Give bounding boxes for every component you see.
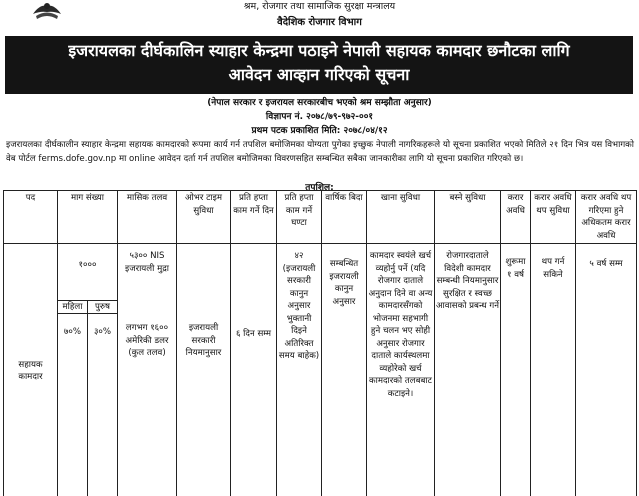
salary-nis: ५३०० NIS इजरायली मुद्रा <box>124 251 170 274</box>
cell-overtime: इजरायली सरकारी नियमानुसार <box>177 244 231 496</box>
cell-days: ६ दिन सम्म <box>231 244 277 496</box>
notice-title-banner <box>5 36 633 94</box>
male-percent: ३०% <box>93 327 112 337</box>
header-contract: करार अवधि <box>501 191 531 244</box>
job-details-table <box>3 190 637 496</box>
department-name: वैदेशिक रोजगार विभाग <box>277 17 362 28</box>
header-days: प्रति हप्ता काम गर्ने दिन <box>231 191 277 244</box>
gender-split-values <box>58 314 117 496</box>
gender-split-header <box>58 300 117 314</box>
notice-title-line-1: इजरायलका दीर्घकालिन स्याहार केन्द्रमा पठाइने नेपाली सहायक कामदार छनौटका लागि <box>68 41 570 60</box>
demand-count: १००० <box>78 260 97 270</box>
header-extension: करार अवधि थप सुविधा <box>531 191 576 244</box>
ministry-name: श्रम, रोजगार तथा सामाजिक सुरक्षा मन्त्रालय <box>243 1 396 12</box>
header-overtime: ओभर टाइम सुविधा <box>177 191 231 244</box>
female-percent: ७०% <box>58 314 88 496</box>
cell-max-contract: ५ वर्ष सम्म <box>576 244 637 496</box>
table-row <box>4 244 637 496</box>
header-hours: प्रति हप्ता काम गर्ने घण्टा <box>277 191 322 244</box>
detail-heading: तपशिल: <box>305 183 334 193</box>
notice-body-text: इजरायलका दीर्घकालीन स्याहार केन्द्रमा सहायक कामदारको रूपमा कार्य गर्न तपशिल बमोजिमका योग्यता पुगेका इच्छुक नेपाली नागरिकहरूले यो सूचना प्रकाशित भएको मितिले २१ दिन भित्र यस विभागको वेब पोर्टल ferms.dofe.gov.np मा online आवेदन दर्ता गर्न तपशिल बमोजिमका विवरणसहित सम्बन्धित सबैका जानकारीका लागि यो सूचना प्रकाशित गरिएको छ। <box>6 140 634 164</box>
male-label: पुरुष <box>95 302 110 312</box>
agreement-note: (नेपाल सरकार र इजरायल सरकारबीच भएको श्रम सम्झौता अनुसार) <box>207 98 432 108</box>
notice-number: विज्ञापन नं. २०७८/७९-९७२-००१ <box>265 112 374 122</box>
cell-hours: ४२ (इजरायली सरकारी कानुन अनुसार भुक्तानी दिइने अतिरिक्त समय बाहेक) <box>277 244 322 496</box>
header-post: पद <box>4 191 58 244</box>
notice-title-line-2: आवेदन आव्हान गरिएको सूचना <box>228 65 410 84</box>
header-leave: वार्षिक बिदा <box>322 191 367 244</box>
cell-food: कामदार स्वयंले खर्च व्यहोर्नु पर्ने (यदि रोजगार दाताले अनुदान दिने वा अन्य कामदारसँगको भोजनमा सहभागी हुने चलन भए सोही अनुसार रोजगार दाताले कार्यस्थलमा व्यहोरेको खर्च कामदारको तलबबाट कटाइने। <box>367 244 435 496</box>
header-food: खाना सुविधा <box>367 191 435 244</box>
header-demand: माग संख्या <box>58 191 118 244</box>
female-label: महिला <box>58 301 88 313</box>
header-max-contract: करार अवधि थप गरिएमा हुने अधिकतम करार अवधि <box>576 191 637 244</box>
header-accommodation: बस्ने सुविधा <box>435 191 501 244</box>
first-published-date: प्रथम पटक प्रकाशित मिति: २०७८/०४/१२ <box>251 126 388 136</box>
cell-demand <box>58 244 118 496</box>
cell-leave: सम्बन्धित इजरायली कानुन अनुसार <box>322 244 367 496</box>
cell-accommodation: रोजगारदाताले विदेशी कामदार सम्बन्धी नियमानुसार सुरक्षित र स्वच्छ आवासको प्रबन्ध गर्ने <box>435 244 501 496</box>
cell-contract: शुरूमा १ वर्ष <box>501 244 531 496</box>
table-header-row <box>4 191 637 244</box>
cell-post: सहायक कामदार <box>4 244 58 496</box>
cell-salary <box>118 244 177 496</box>
header-salary: मासिक तलव <box>118 191 177 244</box>
cell-extension: थप गर्न सकिने <box>531 244 576 496</box>
salary-usd: लगभग १६०० अमेरिकी डलर (कुल तलव) <box>125 323 169 358</box>
